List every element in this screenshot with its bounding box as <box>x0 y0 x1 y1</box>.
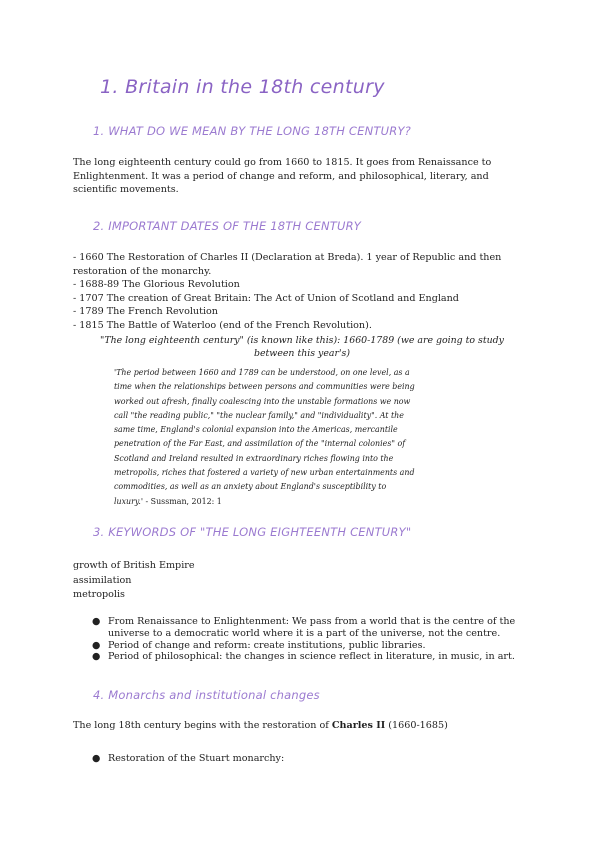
quote-citation: - Sussman, 2012: 1 <box>143 496 222 506</box>
section-1-paragraph <box>73 156 513 197</box>
quote-line: same time, England's colonial expansion into the Americas, mercantile <box>114 425 398 435</box>
paragraph-line: Enlightenment. It was a period of change and reform, and philosophical, literary, and <box>73 170 489 182</box>
list-item <box>90 651 530 663</box>
keyword-item: metropolis <box>73 589 125 601</box>
block-quote <box>114 366 434 509</box>
charles-text: The long 18th century begins with the restoration of <box>73 720 332 731</box>
keywords-list <box>73 559 195 603</box>
date-item: - 1707 The creation of Great Britain: The Act of Union of Scotland and England <box>73 292 459 304</box>
list-item <box>90 616 530 640</box>
date-item: - 1688-89 The Glorious Revolution <box>73 279 240 291</box>
date-item: - 1660 The Restoration of Charles II (Declaration at Breda). 1 year of Republic and then restoration of the monarchy. <box>73 252 502 277</box>
quote-lead-line: "The long eighteenth century" (is known like this): 1660-1789 (we are going to study <box>100 335 504 346</box>
date-item: - 1789 The French Revolution <box>73 306 218 318</box>
quote-line: Scotland and Ireland resulted in extraordinary riches flowing into the <box>114 453 394 463</box>
bullet-list <box>90 616 530 663</box>
quote-lead <box>92 334 512 360</box>
section-2-heading: 2. IMPORTANT DATES OF THE 18TH CENTURY <box>93 219 362 233</box>
list-item <box>90 753 284 764</box>
section-4-heading: 4. Monarchs and institutional changes <box>93 688 320 702</box>
bullet-icon: ● <box>92 616 101 627</box>
quote-lead-line: between this year's) <box>253 348 350 360</box>
charles-bold: Charles II <box>331 720 386 731</box>
charles-dates: (1660-1685) <box>385 720 448 731</box>
list-item <box>90 640 530 652</box>
page-title: 1. Britain in the 18th century <box>100 76 385 98</box>
quote-line: metropolis, riches that fostered a variety of new urban entertainments and <box>114 468 415 478</box>
section-1-heading: 1. WHAT DO WE MEAN BY THE LONG 18TH CENTURY? <box>93 124 411 138</box>
bullet-icon: ● <box>92 753 101 764</box>
list-item-text: From Renaissance to Enlightenment: We pass from a world that is the centre of the universe to a democratic world where it is a part of the universe, not the centre. <box>108 616 516 639</box>
list-item-text: Period of change and reform: create institutions, public libraries. <box>108 639 426 651</box>
dates-list <box>73 251 523 333</box>
paragraph-line: The long eighteenth century could go from 1660 to 1815. It goes from Renaissance to <box>73 157 492 168</box>
list-item-text: Period of philosophical: the changes in science reflect in literature, in music, in art. <box>108 651 515 663</box>
quote-line: call "the reading public," "the nuclear family," and "individuality". At the <box>114 410 404 420</box>
keyword-item: growth of British Empire <box>73 560 195 571</box>
quote-line: 'The period between 1660 and 1789 can be understood, on one level, as a <box>114 368 410 377</box>
paragraph-line: scientific movements. <box>73 184 179 196</box>
bullet-icon: ● <box>92 639 101 651</box>
keyword-item: assimilation <box>73 574 132 586</box>
list-item-text: Restoration of the Stuart monarchy: <box>108 753 285 764</box>
charles-paragraph <box>73 720 448 731</box>
date-item: - 1815 The Battle of Waterloo (end of the French Revolution). <box>73 319 372 331</box>
quote-line: luxury.' <box>114 496 143 506</box>
bullet-icon: ● <box>92 651 101 663</box>
quote-line: worked out afresh, finally coalescing into the unstable formations we now <box>114 396 411 406</box>
quote-last-line <box>114 495 434 509</box>
quote-line: time when the relationships between persons and communities were being <box>114 382 415 392</box>
section-3-heading: 3. KEYWORDS OF "THE LONG EIGHTEENTH CENTURY" <box>93 525 412 539</box>
quote-line: commodities, as well as an anxiety about England's susceptibility to <box>114 482 387 492</box>
quote-line: penetration of the Far East, and assimilation of the "internal colonies" of <box>114 439 406 449</box>
